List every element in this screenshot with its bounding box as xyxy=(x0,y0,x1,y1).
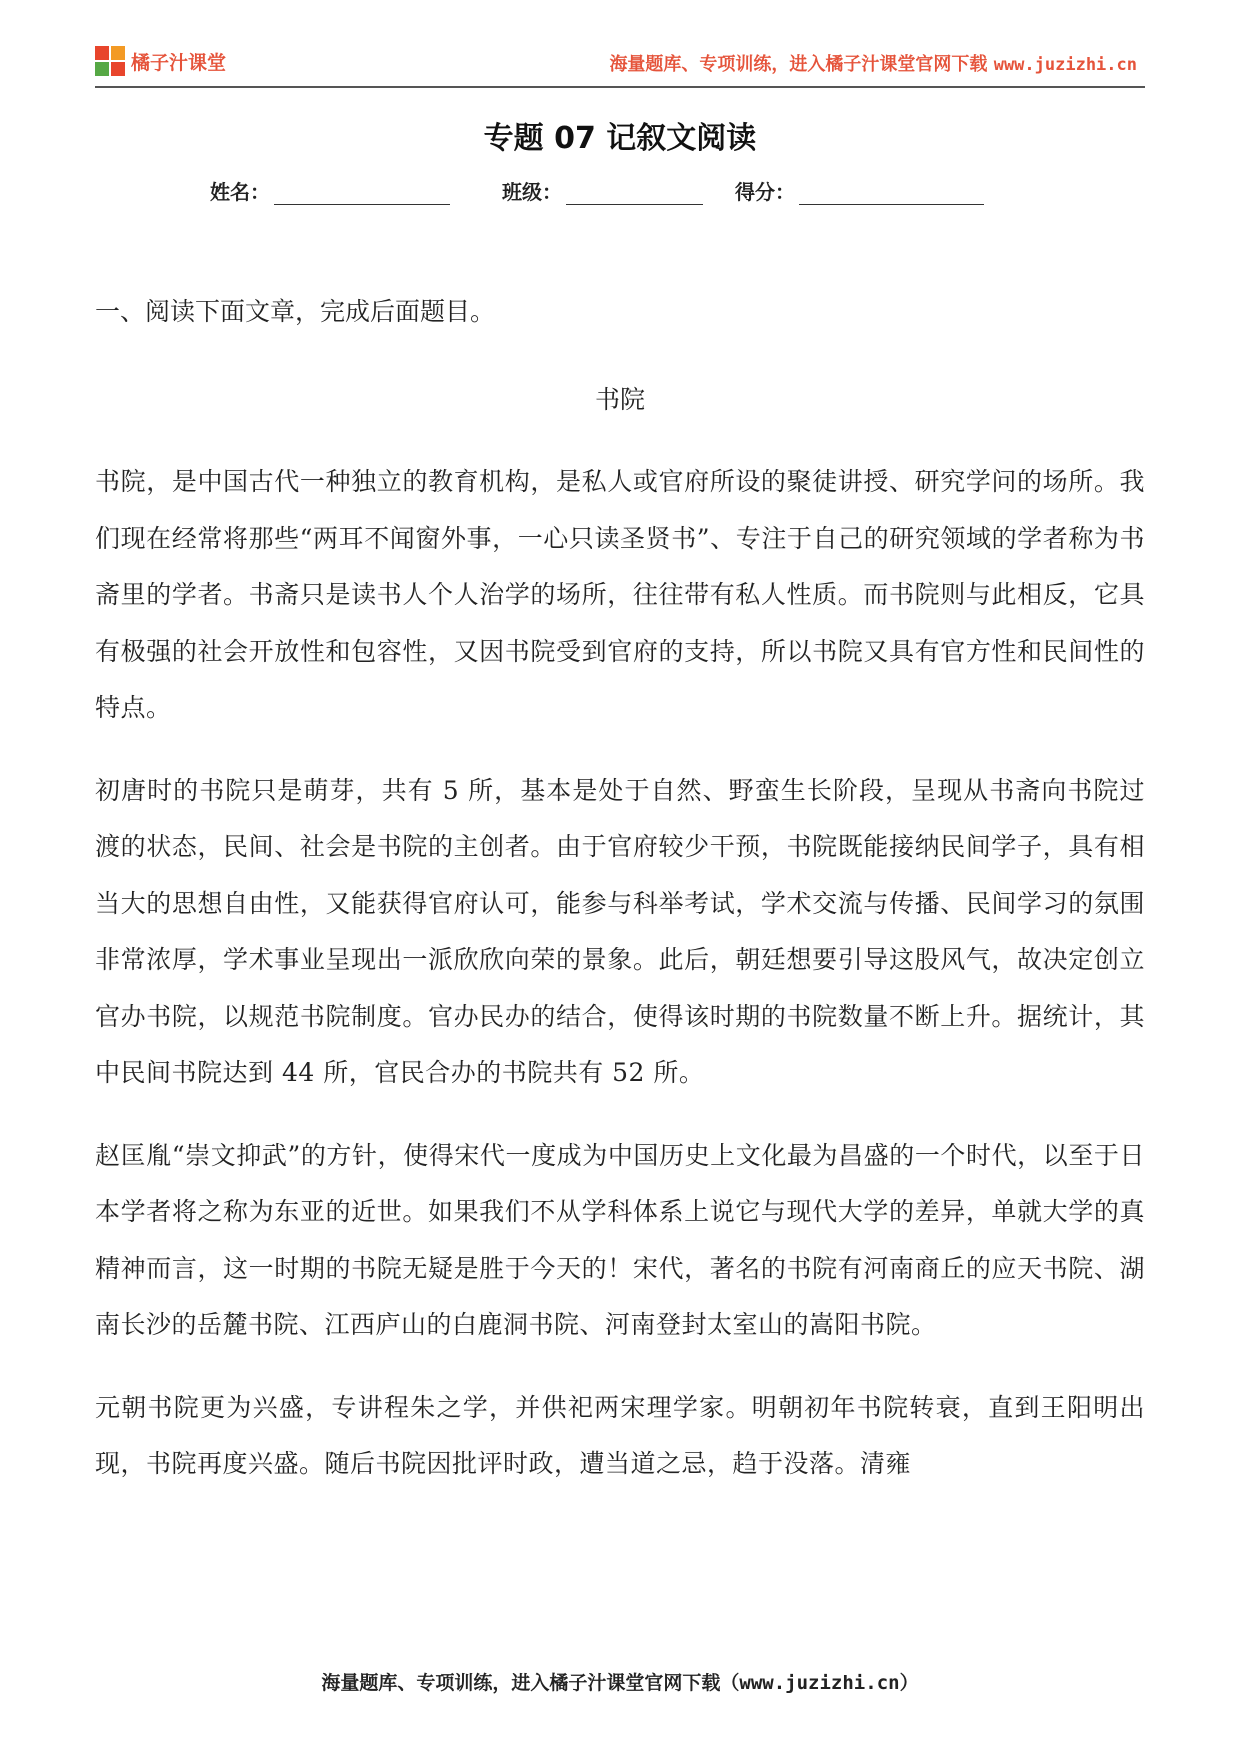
header-url-link[interactable]: www.juzizhi.cn xyxy=(993,55,1137,75)
name-blank xyxy=(274,184,450,205)
student-info-fields xyxy=(210,176,984,205)
header-slogan xyxy=(609,50,1137,76)
section-heading: 一、阅读下面文章，完成后面题目。 xyxy=(95,297,496,326)
article-paragraph: 初唐时的书院只是萌芽，共有 5 所，基本是处于自然、野蛮生长阶段，呈现从书斋向书院过渡的状态，民间、社会是书院的主创者。由于官府较少干预，书院既能接纳民间学子，具有相当大的思想自由性，又能获得官府认可，能参与科举考试，学术交流与传播、民间学习的氛围非常浓厚，学术事业呈现出一派欣欣向荣的景象。此后，朝廷想要引导这股风气，故决定创立官办书院，以规范书院制度。官办民办的结合，使得该时期的书院数量不断上升。据统计，其中民间书院达到 44 所，官民合办的书院共有 52 所。 xyxy=(95,775,1145,1087)
article-paragraph: 赵匡胤“崇文抑武”的方针，使得宋代一度成为中国历史上文化最为昌盛的一个时代，以至于日本学者将之称为东亚的近世。如果我们不从学科体系上说它与现代大学的差异，单就大学的真精神而言，这一时期的书院无疑是胜于今天的！宋代，著名的书院有河南商丘的应天书院、湖南长沙的岳麓书院、江西庐山的白鹿洞书院、河南登封太室山的嵩阳书院。 xyxy=(95,1140,1145,1339)
article-title: 书院 xyxy=(594,385,645,414)
logo-icon xyxy=(95,46,125,76)
header-slogan-text: 海量题库、专项训练，进入橘子汁课堂官网下载 xyxy=(609,54,994,75)
page-header xyxy=(95,40,1145,88)
name-field xyxy=(210,176,450,205)
brand-name: 橘子汁课堂 xyxy=(131,51,227,74)
page-footer xyxy=(0,1668,1240,1695)
name-label: 姓名： xyxy=(210,180,270,204)
brand-logo[interactable] xyxy=(95,46,226,76)
class-blank xyxy=(566,184,703,205)
score-blank xyxy=(799,184,984,205)
article-paragraph: 元朝书院更为兴盛，专讲程朱之学，并供祀两宋理学家。明朝初年书院转衰，直到王阳明出现，书院再度兴盛。随后书院因批评时政，遭当道之忌，趋于没落。清雍 xyxy=(95,1392,1145,1478)
footer-url-link[interactable]: www.juzizhi.cn xyxy=(739,1672,900,1694)
score-field xyxy=(735,176,984,205)
class-field xyxy=(502,176,703,205)
article-body xyxy=(95,454,1145,1519)
score-label: 得分： xyxy=(735,180,795,204)
article-paragraph: 书院，是中国古代一种独立的教育机构，是私人或官府所设的聚徒讲授、研究学问的场所。我们现在经常将那些“两耳不闻窗外事，一心只读圣贤书”、专注于自己的研究领域的学者称为书斋里的学者。书斋只是读书人个人治学的场所，往往带有私人性质。而书院则与此相反，它具有极强的社会开放性和包容性，又因书院受到官府的支持，所以书院又具有官方性和民间性的特点。 xyxy=(95,467,1145,722)
document-title: 专题 07 记叙文阅读 xyxy=(483,121,757,156)
class-label: 班级： xyxy=(502,180,562,204)
footer-close: ） xyxy=(899,1672,919,1694)
footer-text: 海量题库、专项训练，进入橘子汁课堂官网下载（ xyxy=(321,1672,740,1694)
